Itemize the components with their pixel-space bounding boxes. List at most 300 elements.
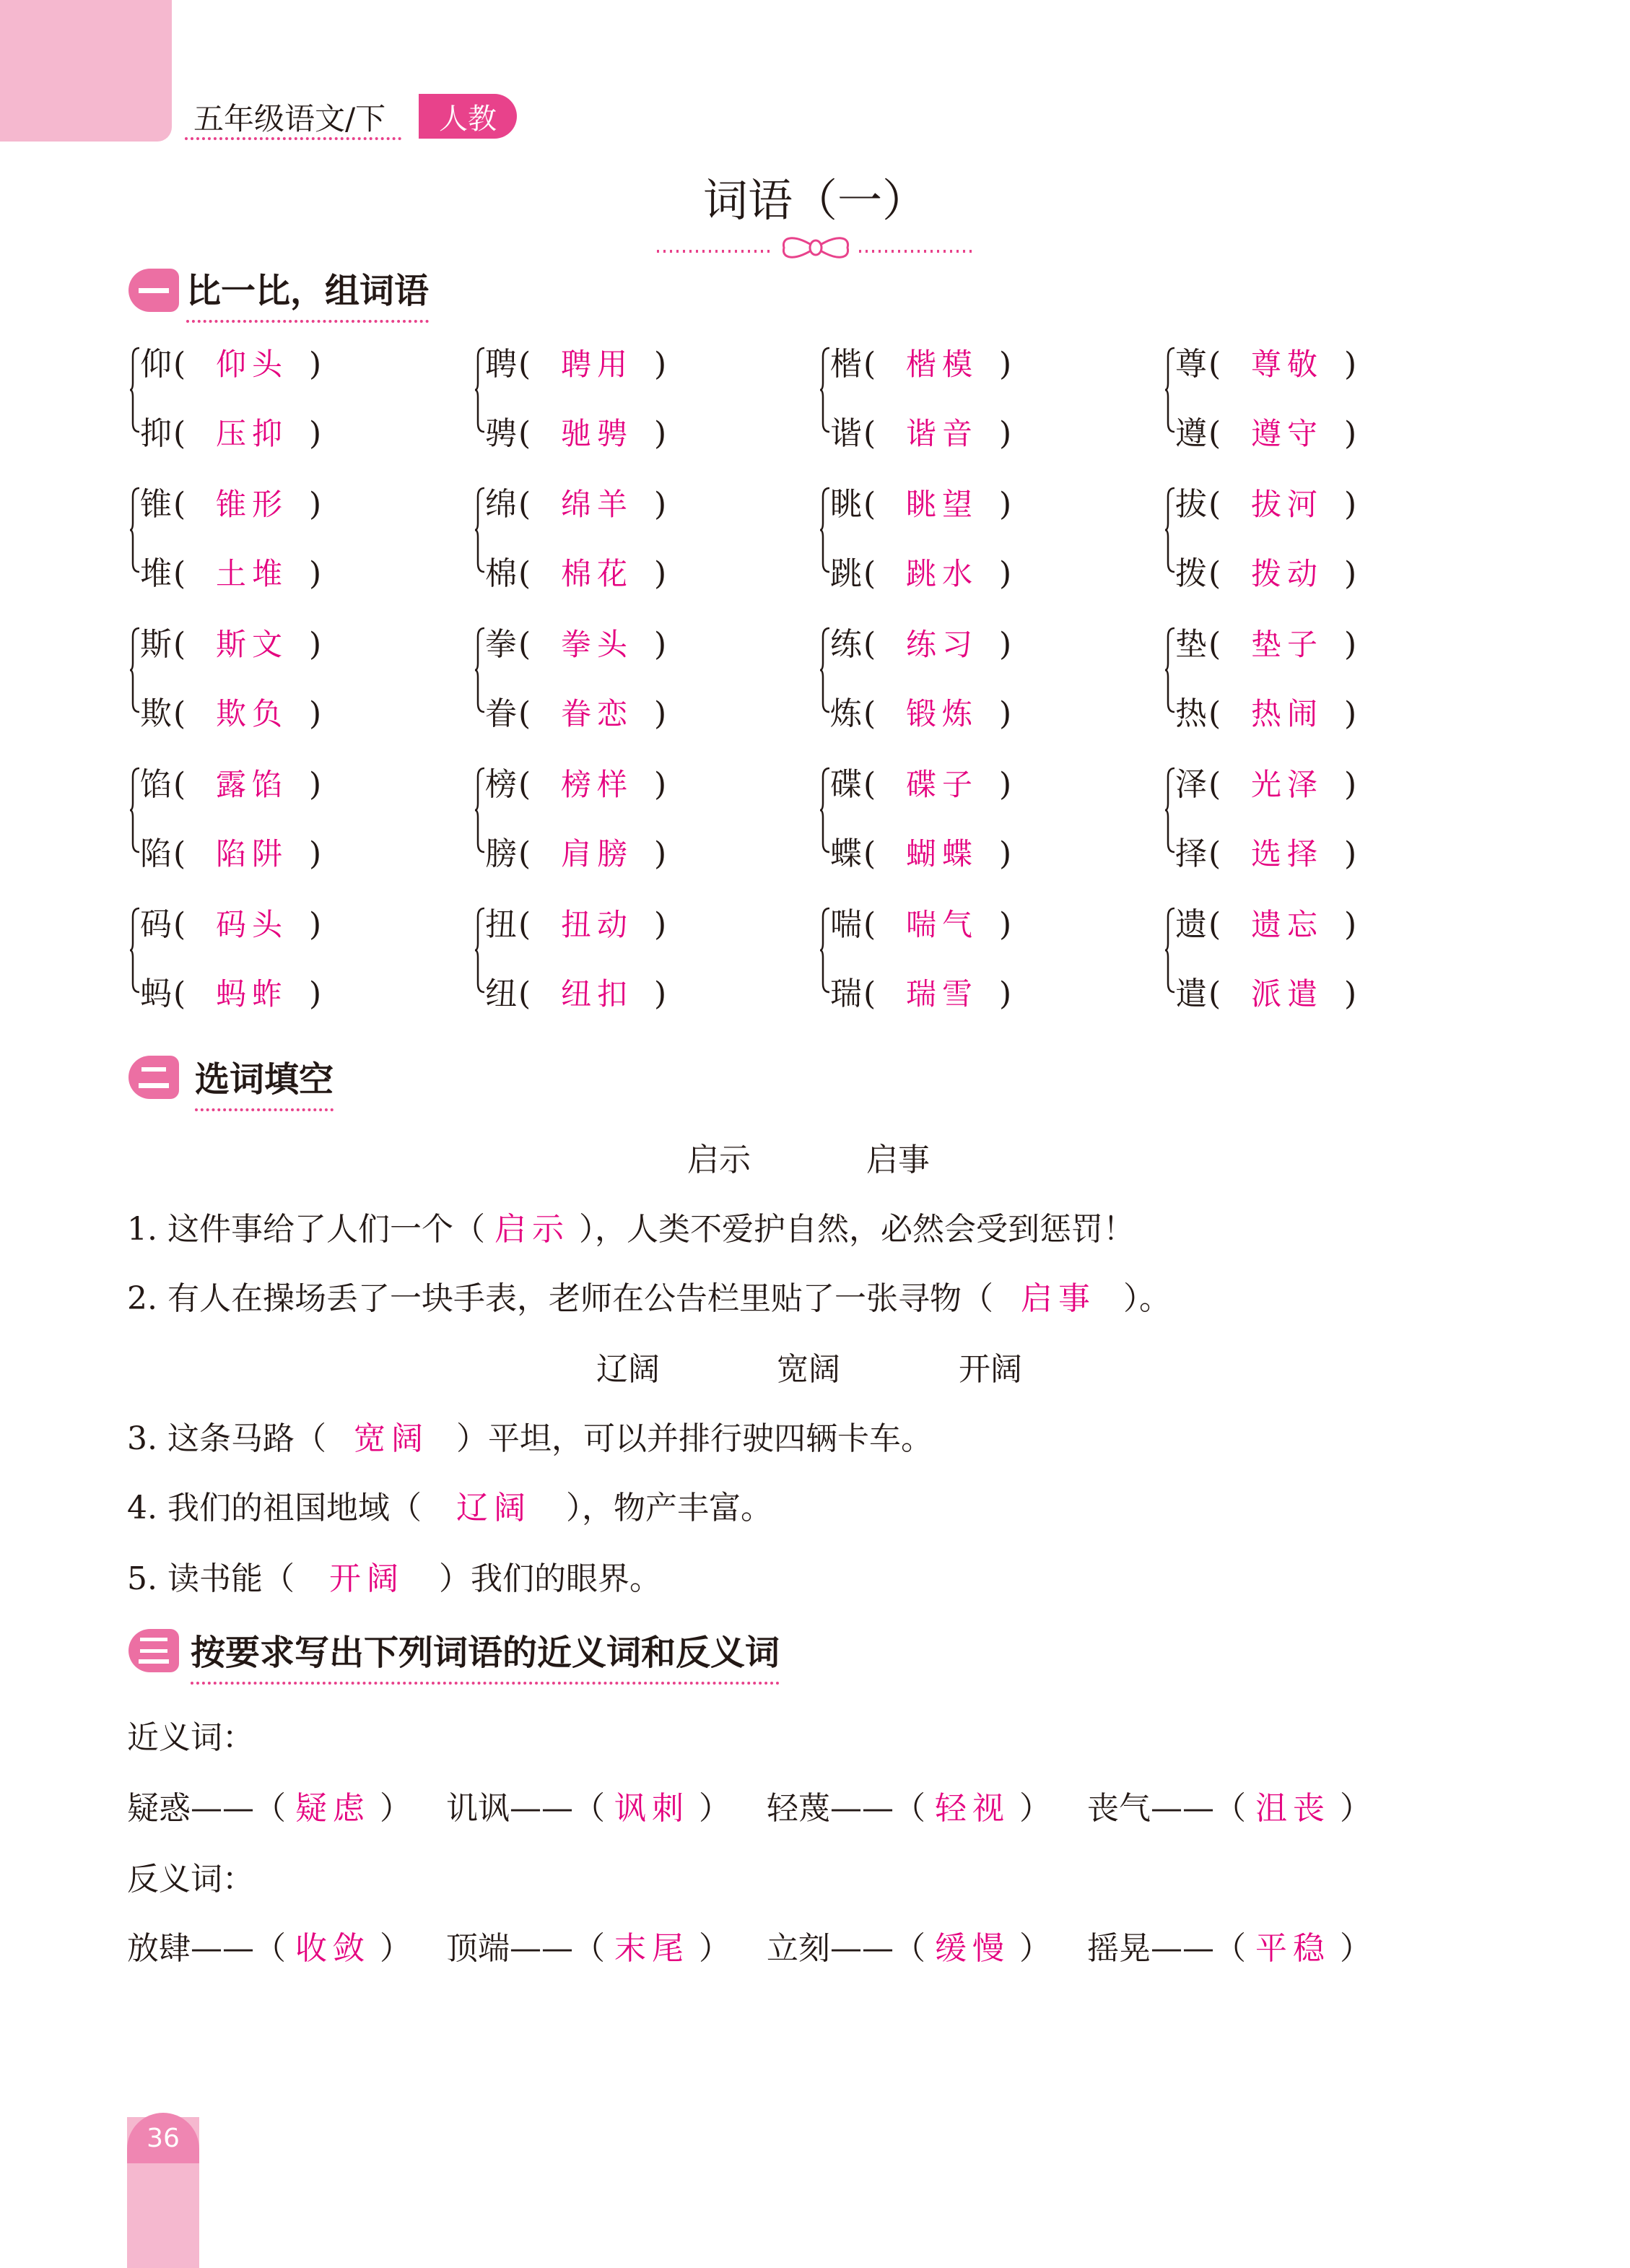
open-paren: ( (173, 626, 186, 663)
base-character: 遵 (1175, 415, 1207, 452)
dash: ——（ (510, 1790, 605, 1827)
close-paren: ) (999, 346, 1012, 383)
close-paren: ) (654, 346, 667, 383)
answer-blank[interactable]: 土堆 (215, 556, 288, 591)
base-character: 垫 (1175, 626, 1207, 663)
close-paren: ) (999, 626, 1012, 663)
base-character: 棉 (485, 555, 517, 592)
brace-icon (1165, 767, 1175, 853)
open-paren: ( (863, 906, 876, 943)
page-title: 词语（一） (702, 174, 927, 227)
answer[interactable]: 缓慢 (935, 1930, 1010, 1967)
open-paren: ( (863, 346, 876, 383)
word-pair (475, 758, 778, 872)
close-paren: ） (1019, 1790, 1051, 1827)
close-paren: ） (1340, 1790, 1372, 1827)
source-word: 顶端 (446, 1930, 510, 1967)
word-pair (475, 338, 778, 452)
open-paren: ( (173, 766, 186, 803)
close-paren: ) (654, 695, 667, 732)
base-character: 聘 (485, 346, 517, 383)
answer[interactable]: 宽阔 (353, 1420, 429, 1457)
pair-row (1175, 827, 1356, 874)
pair-row (1175, 478, 1356, 524)
brace-icon (820, 907, 830, 994)
close-paren: ) (1344, 346, 1357, 383)
pair-row (830, 407, 1011, 453)
synonym-item (1087, 1782, 1372, 1828)
pair-row (1175, 338, 1356, 384)
pair-row (830, 687, 1011, 734)
antonym-item (1087, 1922, 1372, 1968)
word-pair (475, 898, 778, 1012)
base-character: 瑞 (830, 976, 862, 1012)
pair-row (140, 687, 321, 734)
answer-blank[interactable]: 压抑 (215, 416, 288, 451)
answer[interactable]: 讽刺 (614, 1790, 689, 1827)
brace-icon (130, 627, 140, 713)
base-character: 择 (1175, 835, 1207, 872)
pair-row (830, 547, 1011, 594)
answer-blank[interactable]: 欺负 (215, 696, 288, 731)
answer-blank[interactable]: 拨动 (1250, 556, 1323, 591)
pair-row (830, 618, 1011, 664)
close-paren: ) (999, 415, 1012, 452)
answer-blank[interactable]: 派遣 (1250, 976, 1323, 1012)
dash: ——（ (191, 1790, 286, 1827)
close-paren: ) (999, 555, 1012, 592)
question-3: 3. 这条马路（ 宽阔 ）平坦，可以并排行驶四辆卡车。 (127, 1412, 933, 1459)
pair-row (1175, 687, 1356, 734)
base-character: 眷 (485, 695, 517, 732)
pair-row (485, 968, 666, 1014)
base-character: 纽 (485, 976, 517, 1012)
pair-row (140, 407, 321, 453)
close-paren: ) (309, 626, 322, 663)
word-pair (130, 618, 433, 732)
open-paren: ( (863, 976, 876, 1012)
answer[interactable]: 开阔 (328, 1560, 404, 1597)
answer-blank[interactable]: 码头 (215, 907, 288, 942)
word-pair (130, 898, 433, 1012)
source-word: 讥讽 (446, 1790, 510, 1827)
answer-blank[interactable]: 露馅 (215, 767, 288, 802)
dash: ——（ (1151, 1790, 1246, 1827)
synonym-item (767, 1782, 1051, 1828)
dash: ——（ (510, 1930, 605, 1967)
word-pair (1165, 618, 1468, 732)
base-character: 炼 (830, 695, 862, 732)
open-paren: ( (863, 835, 876, 872)
answer-blank[interactable]: 选择 (1250, 836, 1323, 872)
answer-blank[interactable]: 眺望 (905, 487, 978, 522)
close-paren: ) (1344, 835, 1357, 872)
open-paren: ( (1208, 766, 1221, 803)
pair-row (830, 478, 1011, 524)
brace-icon (820, 767, 830, 853)
question-2: 2. 有人在操场丢了一块手表，老师在公告栏里贴了一张寻物（ 启事 ）。 (127, 1272, 1171, 1318)
brace-icon (475, 347, 485, 433)
base-character: 扭 (485, 906, 517, 943)
dash: ——（ (191, 1930, 286, 1967)
close-paren: ) (1344, 626, 1357, 663)
open-paren: ( (1208, 976, 1221, 1012)
open-paren: ( (173, 415, 186, 452)
close-paren: ) (309, 486, 322, 523)
answer-blank[interactable]: 瑞雪 (905, 976, 978, 1012)
open-paren: ( (1208, 695, 1221, 732)
close-paren: ） (699, 1790, 731, 1827)
open-paren: ( (1208, 835, 1221, 872)
answer-blank[interactable]: 棉花 (560, 556, 633, 591)
close-paren: ) (309, 766, 322, 803)
open-paren: ( (518, 626, 531, 663)
close-paren: ) (1344, 695, 1357, 732)
pair-row (140, 547, 321, 594)
word-pair (820, 898, 1123, 1012)
brace-icon (1165, 627, 1175, 713)
word-pair (475, 618, 778, 732)
open-paren: ( (518, 555, 531, 592)
base-character: 眺 (830, 486, 862, 523)
word-pair (130, 478, 433, 592)
synonym-item (446, 1782, 731, 1828)
answer-blank[interactable]: 扭动 (560, 907, 633, 942)
answer-blank[interactable]: 蝴蝶 (905, 836, 978, 872)
pair-row (140, 898, 321, 944)
answer-blank[interactable]: 仰头 (215, 347, 288, 382)
answer-blank[interactable]: 遗忘 (1250, 907, 1323, 942)
answer-blank[interactable]: 绵羊 (560, 487, 633, 522)
open-paren: ( (518, 486, 531, 523)
question-1: 1. 这件事给了人们一个（ 启示 ），人类不爱护自然，必然会受到惩罚！ (127, 1203, 1135, 1249)
word-pair (820, 478, 1123, 592)
pair-row (485, 758, 666, 804)
brace-icon (820, 627, 830, 713)
base-character: 仰 (140, 346, 172, 383)
source-word: 立刻 (767, 1930, 830, 1967)
section-two-title: 选词填空 (195, 1051, 334, 1111)
answer[interactable]: 沮丧 (1255, 1790, 1330, 1827)
open-paren: ( (173, 835, 186, 872)
book-label: 五年级语文/下 (193, 101, 386, 136)
open-paren: ( (1208, 415, 1221, 452)
brace-icon (1165, 907, 1175, 994)
close-paren: ) (309, 695, 322, 732)
dash: ——（ (830, 1790, 925, 1827)
brace-icon (820, 487, 830, 573)
word-choice: 宽阔 (777, 1351, 840, 1388)
close-paren: ) (309, 346, 322, 383)
base-character: 陷 (140, 835, 172, 872)
pair-row (1175, 547, 1356, 594)
open-paren: ( (863, 486, 876, 523)
brace-icon (475, 627, 485, 713)
base-character: 绵 (485, 486, 517, 523)
open-paren: ( (173, 486, 186, 523)
answer[interactable]: 疑虑 (295, 1790, 370, 1827)
base-character: 欺 (140, 695, 172, 732)
open-paren: ( (1208, 346, 1221, 383)
answer-blank[interactable]: 锻炼 (905, 696, 978, 731)
source-word: 疑惑 (127, 1790, 191, 1827)
word-choice: 开阔 (959, 1351, 1022, 1388)
brace-icon (1165, 347, 1175, 433)
open-paren: ( (863, 555, 876, 592)
pair-row (1175, 968, 1356, 1014)
source-word: 放肆 (127, 1930, 191, 1967)
close-paren: ） (1019, 1930, 1051, 1967)
answer-blank[interactable]: 榜样 (560, 767, 633, 802)
open-paren: ( (173, 695, 186, 732)
page-number: 36 (127, 2113, 199, 2163)
open-paren: ( (518, 346, 531, 383)
open-paren: ( (1208, 626, 1221, 663)
answer[interactable]: 启示 (494, 1211, 570, 1248)
open-paren: ( (173, 976, 186, 1012)
close-paren: ) (1344, 906, 1357, 943)
close-paren: ) (1344, 766, 1357, 803)
synonym-item (127, 1782, 411, 1828)
pair-row (1175, 898, 1356, 944)
answer-blank[interactable]: 尊敬 (1250, 347, 1323, 382)
answer-blank[interactable]: 谐音 (905, 416, 978, 451)
answer-blank[interactable]: 锥形 (215, 487, 288, 522)
source-word: 丧气 (1087, 1790, 1151, 1827)
brace-icon (820, 347, 830, 433)
base-character: 遣 (1175, 976, 1207, 1012)
close-paren: ) (999, 695, 1012, 732)
source-word: 轻蔑 (767, 1790, 830, 1827)
answer-blank[interactable]: 蚂蚱 (215, 976, 288, 1012)
answer[interactable]: 收敛 (295, 1930, 370, 1967)
close-paren: ） (380, 1790, 411, 1827)
section-three-badge-icon (128, 1629, 179, 1672)
pair-row (485, 898, 666, 944)
close-paren: ) (1344, 555, 1357, 592)
brace-icon (130, 907, 140, 994)
base-character: 尊 (1175, 346, 1207, 383)
close-paren: ） (1340, 1930, 1372, 1967)
open-paren: ( (1208, 555, 1221, 592)
close-paren: ) (999, 906, 1012, 943)
answer-blank[interactable]: 热闹 (1250, 696, 1323, 731)
open-paren: ( (173, 346, 186, 383)
close-paren: ) (999, 835, 1012, 872)
word-pair (820, 758, 1123, 872)
answer-blank[interactable]: 垫子 (1250, 627, 1323, 662)
brace-icon (475, 767, 485, 853)
close-paren: ) (999, 486, 1012, 523)
word-choice: 启示 (687, 1142, 751, 1178)
base-character: 练 (830, 626, 862, 663)
close-paren: ) (654, 415, 667, 452)
pair-row (485, 547, 666, 594)
close-paren: ) (1344, 486, 1357, 523)
open-paren: ( (518, 835, 531, 872)
base-character: 堆 (140, 555, 172, 592)
close-paren: ） (699, 1930, 731, 1967)
answer[interactable]: 平稳 (1255, 1930, 1330, 1967)
close-paren: ) (1344, 415, 1357, 452)
brace-icon (475, 907, 485, 994)
base-character: 抑 (140, 415, 172, 452)
answer-blank[interactable]: 楷模 (905, 347, 978, 382)
question-4: 4. 我们的祖国地域（ 辽阔 ），物产丰富。 (127, 1482, 772, 1528)
pair-row (140, 758, 321, 804)
answer[interactable]: 末尾 (614, 1930, 689, 1967)
open-paren: ( (1208, 906, 1221, 943)
base-character: 蚂 (140, 976, 172, 1012)
antonym-label: 反义词： (127, 1861, 254, 1898)
close-paren: ) (309, 555, 322, 592)
answer-blank[interactable]: 遵守 (1250, 416, 1323, 451)
open-paren: ( (173, 906, 186, 943)
open-paren: ( (518, 976, 531, 1012)
answer[interactable]: 轻视 (935, 1790, 1010, 1827)
answer-blank[interactable]: 斯文 (215, 627, 288, 662)
pair-row (140, 827, 321, 874)
open-paren: ( (518, 695, 531, 732)
open-paren: ( (863, 626, 876, 663)
dash: ——（ (830, 1930, 925, 1967)
close-paren: ) (654, 766, 667, 803)
word-pair (475, 478, 778, 592)
base-character: 榜 (485, 766, 517, 803)
base-character: 锥 (140, 486, 172, 523)
close-paren: ) (654, 626, 667, 663)
close-paren: ) (309, 835, 322, 872)
close-paren: ) (309, 415, 322, 452)
publisher-badge: 人教 (419, 94, 517, 139)
header-underline (185, 137, 401, 140)
pair-row (1175, 618, 1356, 664)
base-character: 拔 (1175, 486, 1207, 523)
word-pair (1165, 758, 1468, 872)
pair-row (830, 968, 1011, 1014)
base-character: 跳 (830, 555, 862, 592)
base-character: 蝶 (830, 835, 862, 872)
answer-blank[interactable]: 拳头 (560, 627, 633, 662)
close-paren: ) (309, 906, 322, 943)
answer-blank[interactable]: 跳水 (905, 556, 978, 591)
pair-row (140, 338, 321, 384)
pair-row (485, 338, 666, 384)
base-character: 喘 (830, 906, 862, 943)
word-pair (820, 338, 1123, 452)
close-paren: ) (654, 555, 667, 592)
section-one-title: 比一比，组词语 (186, 263, 429, 323)
pair-row (485, 407, 666, 453)
bow-ornament-icon (657, 230, 975, 266)
word-pair (820, 618, 1123, 732)
synonym-label: 近义词： (127, 1719, 254, 1756)
question-5: 5. 读书能（ 开阔 ）我们的眼界。 (127, 1552, 661, 1599)
answer-blank[interactable]: 聘用 (560, 347, 633, 382)
pair-row (485, 478, 666, 524)
close-paren: ） (380, 1930, 411, 1967)
brace-icon (130, 347, 140, 433)
answer-blank[interactable]: 眷恋 (560, 696, 633, 731)
close-paren: ) (654, 906, 667, 943)
answer[interactable]: 启事 (1020, 1280, 1096, 1317)
answer-blank[interactable]: 纽扣 (560, 976, 633, 1012)
answer-blank[interactable]: 光泽 (1250, 767, 1323, 802)
answer-blank[interactable]: 喘气 (905, 907, 978, 942)
open-paren: ( (518, 766, 531, 803)
pair-row (485, 827, 666, 874)
word-choice: 辽阔 (596, 1351, 660, 1388)
pair-row (830, 758, 1011, 804)
dash: ——（ (1151, 1930, 1246, 1967)
base-character: 拳 (485, 626, 517, 663)
base-character: 碟 (830, 766, 862, 803)
base-character: 骋 (485, 415, 517, 452)
open-paren: ( (173, 555, 186, 592)
pair-row (485, 618, 666, 664)
answer-blank[interactable]: 驰骋 (560, 416, 633, 451)
answer-blank[interactable]: 练习 (905, 627, 978, 662)
word-pair (130, 758, 433, 872)
pair-row (140, 478, 321, 524)
open-paren: ( (1208, 486, 1221, 523)
pair-row (140, 618, 321, 664)
answer-blank[interactable]: 拔河 (1250, 487, 1323, 522)
open-paren: ( (518, 906, 531, 943)
base-character: 热 (1175, 695, 1207, 732)
close-paren: ) (309, 976, 322, 1012)
open-paren: ( (863, 695, 876, 732)
brace-icon (475, 487, 485, 573)
close-paren: ) (1344, 976, 1357, 1012)
close-paren: ) (999, 976, 1012, 1012)
base-character: 斯 (140, 626, 172, 663)
section-two-badge-icon (128, 1056, 179, 1099)
answer-blank[interactable]: 陷阱 (215, 836, 288, 872)
antonym-item (127, 1922, 411, 1968)
base-character: 楷 (830, 346, 862, 383)
base-character: 泽 (1175, 766, 1207, 803)
brace-icon (130, 487, 140, 573)
brace-icon (1165, 487, 1175, 573)
section-one-badge-icon (128, 269, 179, 312)
open-paren: ( (863, 766, 876, 803)
word-choice: 启事 (866, 1142, 930, 1178)
base-character: 膀 (485, 835, 517, 872)
corner-tab (0, 0, 172, 142)
pair-row (1175, 407, 1356, 453)
base-character: 谐 (830, 415, 862, 452)
pair-row (830, 827, 1011, 874)
pair-row (140, 968, 321, 1014)
pair-row (830, 338, 1011, 384)
pair-row (485, 687, 666, 734)
answer[interactable]: 辽阔 (456, 1490, 531, 1526)
antonym-item (446, 1922, 731, 1968)
pair-row (1175, 758, 1356, 804)
base-character: 拨 (1175, 555, 1207, 592)
source-word: 摇晃 (1087, 1930, 1151, 1967)
word-pair (1165, 478, 1468, 592)
base-character: 馅 (140, 766, 172, 803)
close-paren: ) (654, 976, 667, 1012)
open-paren: ( (863, 415, 876, 452)
answer-blank[interactable]: 碟子 (905, 767, 978, 802)
word-pair (1165, 898, 1468, 1012)
base-character: 遗 (1175, 906, 1207, 943)
answer-blank[interactable]: 肩膀 (560, 836, 633, 872)
open-paren: ( (518, 415, 531, 452)
